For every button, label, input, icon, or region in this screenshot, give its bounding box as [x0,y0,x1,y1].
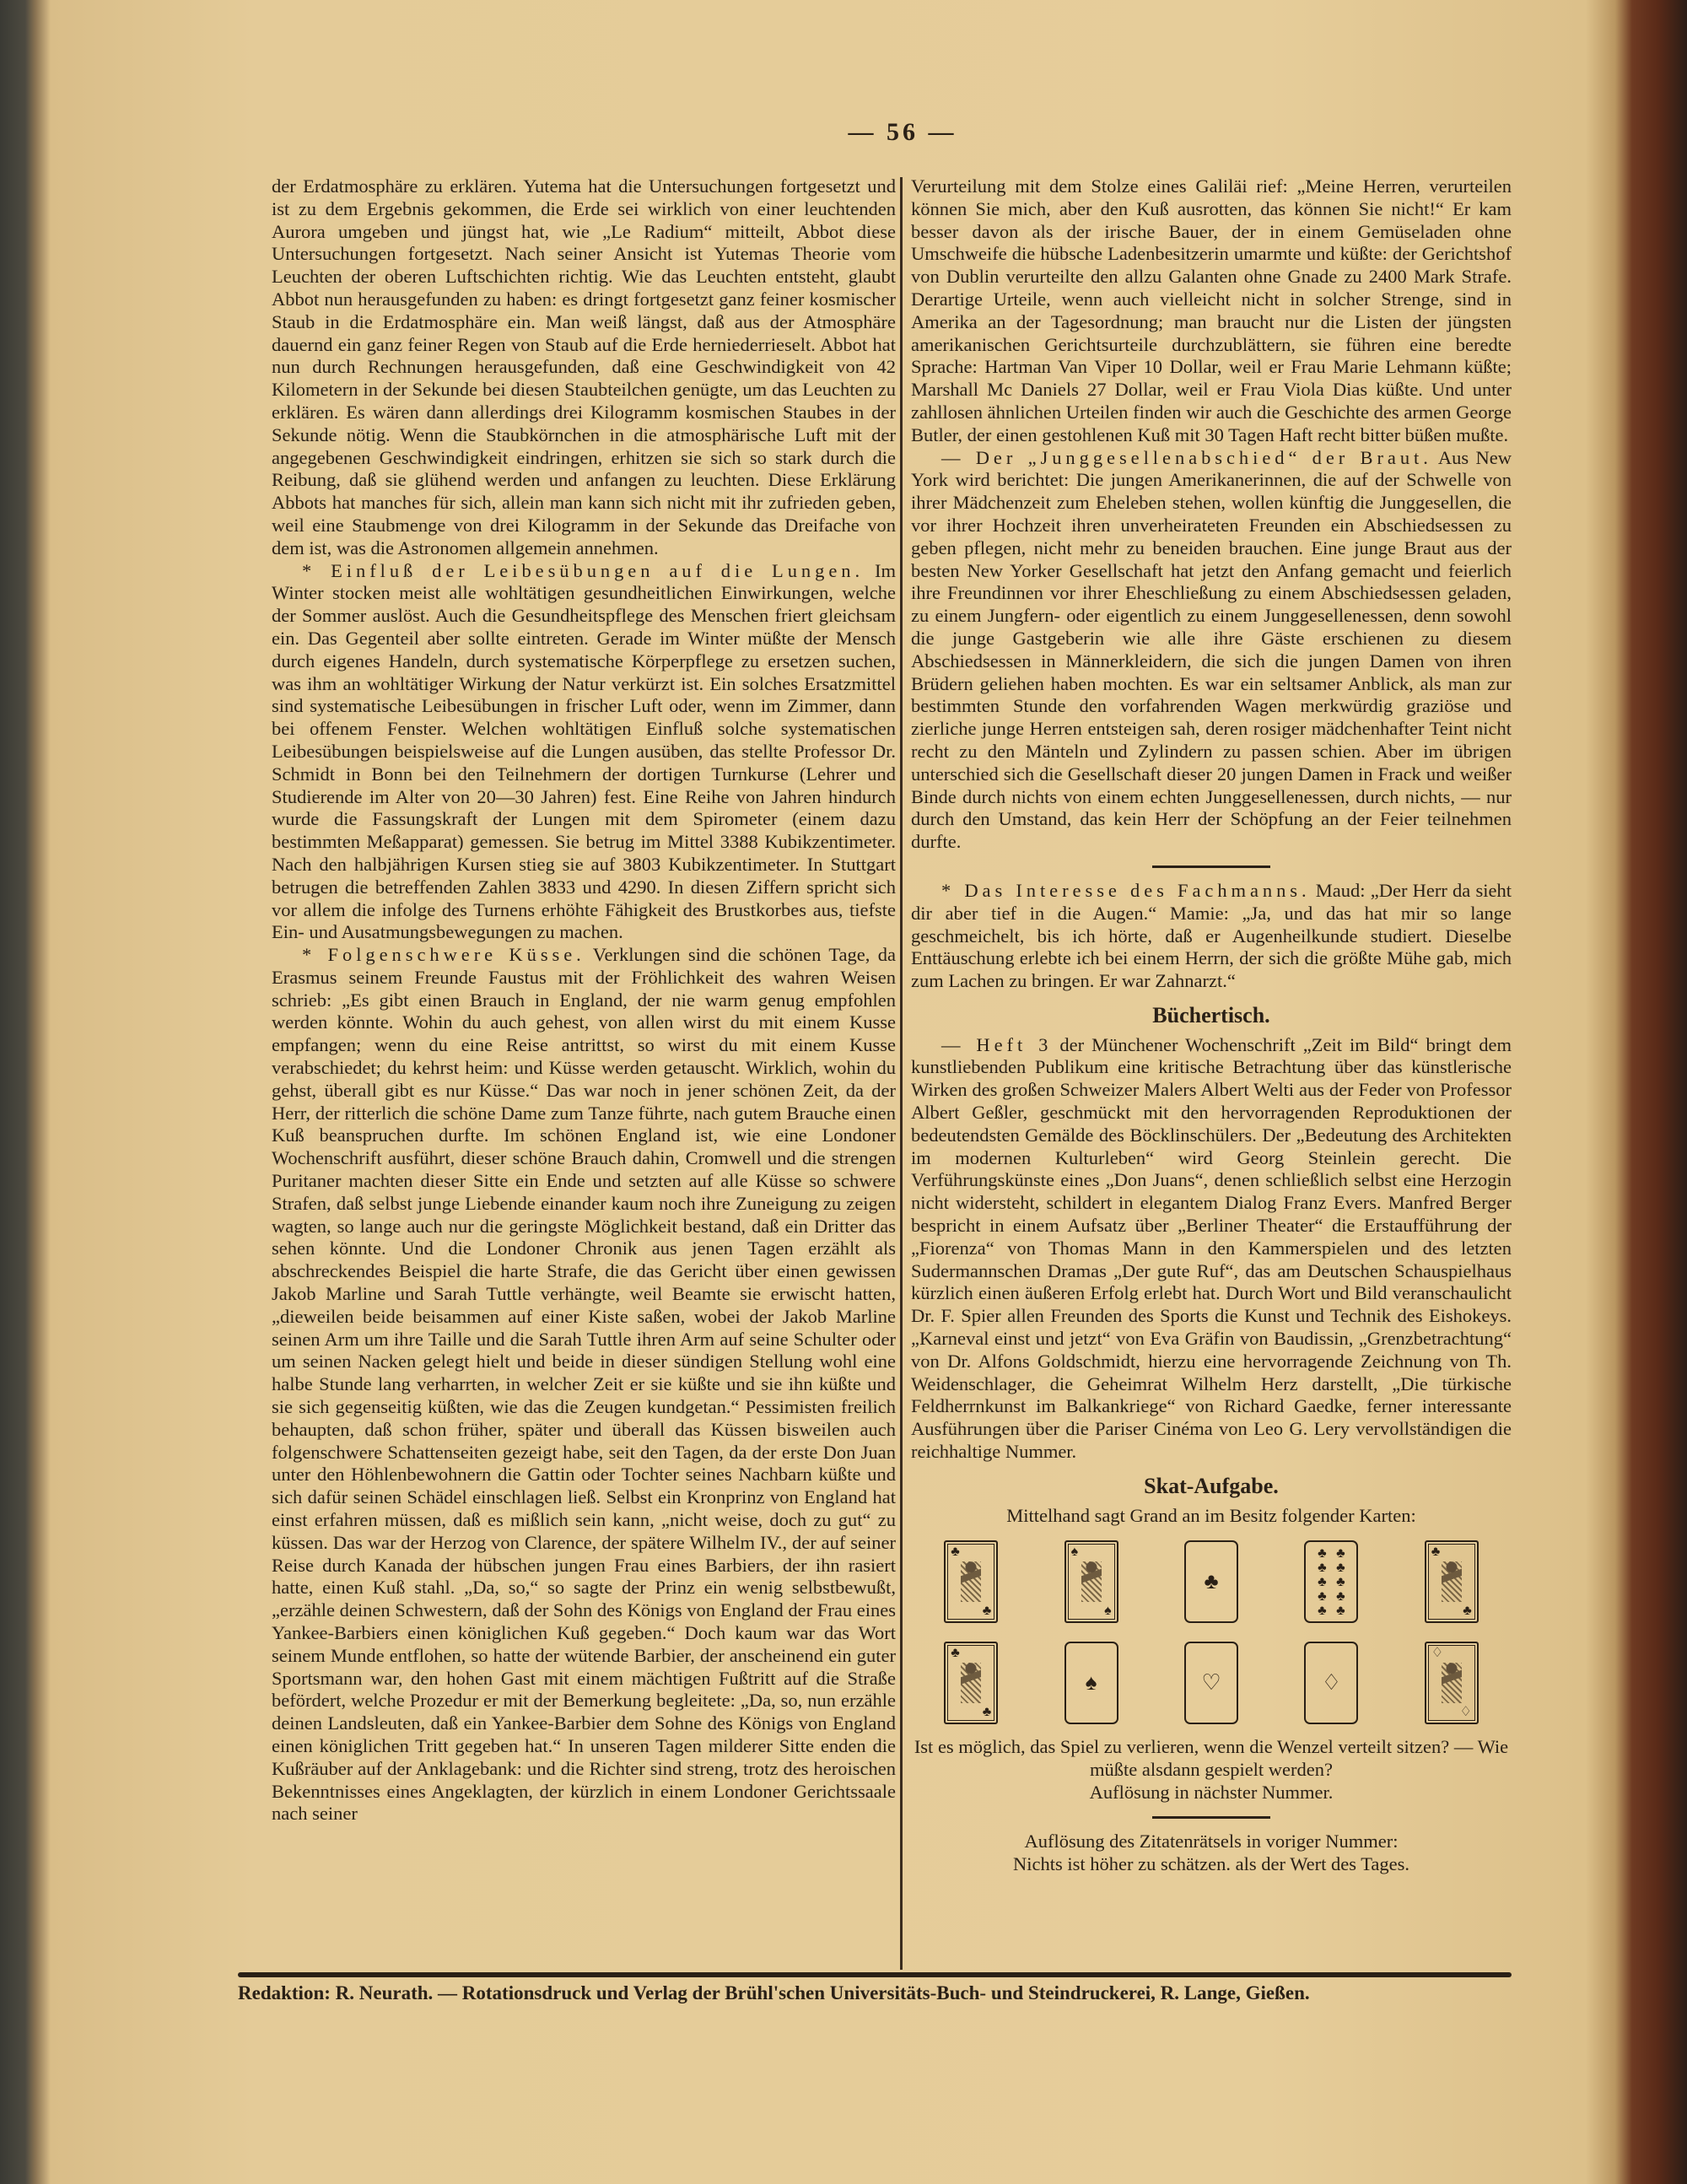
suit-icon: ♠ [1070,1545,1079,1560]
suit-icon: ♣ [1336,1588,1345,1604]
playing-card-ace [1184,1642,1238,1724]
skat-cards [911,1540,1512,1724]
left-column [272,175,896,1825]
right-column [911,175,1512,1875]
suit-icon: ♣ [1318,1545,1327,1561]
article-text: der Münchener Wochenschrift „Zeit im Bild“ bringt dem kunstliebenden Publikum eine kritische Betrachtung über das künstlerische Wirken des großen Schweizer Malers Albert Welti aus der Feder von Professor Albert Geßler, geschmückt mit den hervorragenden Reproduktionen der bedeutendsten Gemälde des Böcklinschülers. Der „Bedeutung des Architekten im modernen Kulturleben“ wird Georg Steinlein gerecht. Die Verführungskünste eines „Don Juans“, denen schließlich selbst eine Herzogin nicht widersteht, schildert in elegantem Dialog Franz Evers. Manfred Berger bespricht in einem Aufsatz über „Berliner Theater“ die Erstaufführung der „Fiorenza“ von Thomas Mann in den Kammerspielen und des letzten Sudermannschen Dramas „Der gute Ruf“, das am Deutschen Schauspielhaus kürzlich einen äußeren Erfolg erlebt hat. Durch Wort und Bild veranschaulicht Dr. F. Spier allen Freunden des Sports die Kunst und Technik des Eishokeys. „Karneval einst und jetzt“ von Eva Gräfin von Baudissin, „Grenzbetrachtung“ von Dr. Alfons Goldschmidt, hierzu eine hervorragende Zeichnung von Th. Weidenschlager, die Geheimrat Wilhelm Herz darstellt, „Die türkische Feldherrnkunst im Balkankriege“ von Richard Gaedke, ferner interessante Ausführungen über die Pariser Cinéma von Leo G. Lery vervollständigen die reichhaltige Nummer. [911,1033,1512,1463]
footer-rule [238,1972,1512,1977]
suit-icon: ♣ [1336,1574,1345,1589]
article-aurora-continuation [272,175,896,560]
article-heading: * Folgenschwere Küsse. [302,944,585,966]
face-figure-icon [961,1561,981,1602]
suit-icon: ♣ [1318,1560,1327,1575]
skat-question: Ist es möglich, das Spiel zu verlieren, wenn die Wenzel verteilt sitzen? — Wie müßte alsdann gespielt werden? [914,1736,1509,1781]
suit-icon: ♣ [951,1545,960,1560]
zitatenraetsel-answer: Nichts ist höher zu schätzen. als der Wert des Tages. [1012,1852,1410,1874]
playing-card-ace [1064,1642,1118,1724]
article-leibesuebungen [272,560,896,945]
article-text: Aus New York wird berichtet: Die jungen Amerikanerinnen, die auf der Schwelle von ihrer Mädchenzeit zum Eheleben stehen, wollen künftig die Junggesellen, die vor ihrer Hochzeit ihren unverheirateten Freunden ein Abschiedsessen zu geben pflegen, nicht mehr zu beneiden brauchen. Eine junge Braut aus der besten New Yorker Gesellschaft hat jetzt den Anfang gemacht und feierlich ihre Freundinnen vor ihrer Eheschließung zu einem Abschiedsessen geladen, zu einem Jungfern- oder eigentlich zu einem Junggesellenessen, denn sowohl die junge Gastgeberin wie alle ihre Gäste erschienen zu diesem Abschiedsessen in Männerkleidern, die sich die jungen Damen von ihren Brüdern geliehen haben mochten. Es war ein seltsamer Anblick, als man zur bestimmten Stunde den vorfahrenden Wagen merkwürdig graziöse und zierliche junge Herren entsteigen sah, deren rosiger mädchenhafter Teint nicht recht zu den Mänteln und Zylindern zu passen schien. Aber im übrigen unterschied sich die Gesellschaft dieser 20 jungen Damen in Frack und weißer Binde durch nichts von einem echten Junggesellenessen, durch nichts, — nur durch den Umstand, das kein Herr der Schöpfung an der Feier teilnehmen durfte. [911,446,1512,853]
suit-icon: ♣ [1336,1560,1345,1575]
article-kuesse-continuation [911,175,1512,447]
playing-card-face [944,1642,998,1724]
playing-card-ace [1184,1540,1238,1623]
article-kuesse [272,944,896,1825]
suit-icon: ♢ [1431,1646,1444,1661]
suit-icon: ♣ [1204,1569,1219,1594]
suit-icon: ♣ [1431,1545,1441,1560]
suit-icon: ♣ [1318,1574,1327,1589]
article-heading: — Der „Junggesellenabschied“ der Braut. [941,446,1432,468]
article-text: Im Winter stocken meist alle wohltätigen gesundheitlichen Einwirkungen, welche der Sommer auslöst. Auch die Gesundheitspflege des Menschen friert gleichsam ein. Das Gegenteil aber sollte eintreten. Gerade im Winter müßte der Mensch durch eigenes Handeln, durch systematische Körperpflege zu ersetzen suchen, was ihm an wohltätiger Wirkung der Natur verkürzt ist. Ein solches Ersatzmittel sind systematische Leibesübungen in frischer Luft oder, wenn im Zimmer, dann bei offenem Fenster. Welchen wohltätigen Einfluß solche systematischen Leibesübungen beispielsweise auf die Lungen ausüben, das stellte Professor Dr. Schmidt in Bonn bei den Teilnehmern der dortigen Turnkurse (Lehrer und Studierende im Alter von 20—30 Jahren) fest. Eine Reihe von Jahren hindurch wurde die Fassungskraft der Lungen mit dem Spirometer (einem dazu bestimmten Meßapparat) gemessen. Sie betrug im Mittel 3388 Kubikzentimeter. Nach den halbjährigen Kursen stieg sie auf 3803 Kubikzentimeter. In Stuttgart betrugen die betreffenden Zahlen 3833 und 4290. In diesen Ziffern spricht sich vor allem die infolge des Turnens erhöhte Fähigkeit des Brustkorbes aus, tiefste Ein- und Ausatmungsbewegungen zu machen. [272,559,896,943]
suit-icon: ♢ [1321,1670,1342,1696]
article-heading: * Das Interesse des Fachmanns. [941,879,1311,901]
suit-icon: ♣ [982,1604,992,1619]
skat-heading: Skat-Aufgabe. [1144,1473,1279,1498]
section-rule [1152,1816,1270,1819]
suit-icon: ♢ [1459,1705,1472,1720]
face-figure-icon [1442,1561,1462,1602]
suit-icon: ♣ [1336,1545,1345,1561]
face-figure-icon [961,1663,981,1703]
article-heading: — Heft 3 [941,1033,1053,1055]
playing-card-face [1425,1540,1479,1623]
zitatenraetsel-title: Auflösung des Zitatenrätsels in voriger Nummer: [1024,1830,1399,1852]
playing-card-ace [1304,1642,1358,1724]
article-text: Verklungen sind die schönen Tage, da Erasmus seinem Freunde Faustus mit der Fröhlichkeit des wahren Weisen schrieb: „Es gibt einen Brauch in England, der nie warm genug empfohlen werden könnte. Wohin du auch gehest, von allen wirst du mit einem Kusse empfangen; wenn du eine Reise antrittst, so wirst du mit einem Kusse verabschiedet; du kehrst heim: und Küsse werden getauscht. Wirklich, wohin du gehst, überall gibt es nur Küsse.“ Das war noch in jener schönen Zeit, da der Herr, der ritterlich die schöne Dame zum Tanze führte, nach gutem Brauche einen Kuß beanspruchen durfte. Im schönen England ist, wie eine Londoner Wochenschrift ausführt, dieser schöne Brauch dahin, Cromwell und die strengen Puritaner machten dieser Sitte ein Ende und setzten auf alle Küsse so schwere Strafen, daß selbst junge Liebende einander kaum noch ihre Zuneigung zu zeigen wagten, so lange auch nur die geringste Möglichkeit bestand, daß ein Dritter das sehen könnte. Und die Londoner Chronik aus jenen Tagen erzählt als abschreckendes Beispiel die harte Strafe, die das Gericht über einen gewissen Jakob Marline und Sarah Tuttle verhängte, weil Beamte sie erwischt hatten, „dieweilen beide beisammen auf einer Kiste saßen, wobei der Jakob Marline seinen Arm um ihre Taille und die Sarah Tuttle ihren Arm auf seine Schulter oder um seinen Nacken gelegt hielt und beide in dieser sündigen Stellung wohl eine halbe Stunde lang verharrten, in welcher Zeit er sie küßte und sie ihn küßte und sie sich gegenseitig küßten, wie das die Zeugen kundgetan.“ Pessimisten freilich behaupten, daß schon früher, später und überall das Küssen bisweilen auch folgenschwere Schattenseiten gezeigt habe, seit den Tagen, da der erste Don Juan unter den Höhlenbewohnern die Gattin oder Tochter seines Nachbarn küßte und sich dafür seinen Schädel einschlagen ließ. Selbst ein Kronprinz von England hat einst erfahren müssen, daß es mißlich sein kann, „nicht weise, doch zu gut“ zu küssen. Das war der Herzog von Clarence, der spätere Wilhelm IV., der auf seiner Reise durch Kanada der hübschen jungen Frau eines Barbiers, der ihn rasiert hatte, einen Kuß stahl. „Da, so,“ so sagte der Prinz ein wenig selbstbewußt, „erzähle deinen Schwestern, daß der Sohn des Königs von England der Frau eines Yankee-Barbiers einen königlichen Kuß gegeben.“ Doch kaum war das Wort seinem Munde entflohen, so hatte der wütende Barbier, der anscheinend ein guter Sportsmann war, den hohen Gast mit einem mächtigen Fußtritt auf die Straße befördert, welche Prozedur er mit der Bemerkung begleitete: „Da, so, nun erzähle deinen Landsleuten, daß ein Yankee-Barbier dem Sohne des Königs von England einen königlichen Tritt gegeben hat.“ In unseren Tagen milderer Sitte enden die Kußräuber auf der Anklagebank: und die Richter sind streng, trotz des heroischen Bekenntnisses eines Angeklagten, der kürzlich in einem Londoner Gerichtssaale nach seiner [272,944,896,1825]
suit-icon: ♣ [951,1646,960,1661]
column-divider [900,177,903,1970]
playing-card-face [1064,1540,1118,1623]
page-number: — 56 — [848,118,957,146]
suit-icon: ♠ [1104,1604,1112,1619]
article-text: Verurteilung mit dem Stolze eines Galiläi rief: „Meine Herren, verurteilen können Sie mich, aber den Kuß ausrotten, das können Sie nicht!“ Er kam besser davon als der irische Bauer, der in einem Gemüseladen ohne Umschweife die hübsche Ladenbesitzerin umarmte und küßte: der Gerichtshof von Dublin verurteilte den allzu Galanten ohne Gnade zu 2400 Mark Strafe. Derartige Urteile, wenn auch vielleicht nicht in solcher Strenge, sind in Amerika an der Tagesordnung; man braucht nur die Listen der jüngsten amerikanischen Gerichtsurteile durchzublättern, sie führen eine beredte Sprache: Hartman Van Viper 10 Dollar, weil er Frau Marie Lehmann küßte; Marshall Mc Daniels 27 Dollar, weil er Frau Viola Dias küßte. Und unter zahllosen ähnlichen Urteilen finden wir auch die Geschichte des armen George Butler, der einen gestohlenen Kuß mit 30 Tagen Haft recht bitter büßen mußte. [911,175,1512,445]
skat-intro: Mittelhand sagt Grand an im Besitz folgender Karten: [1006,1504,1416,1526]
buechertisch-heading: Büchertisch. [1152,1002,1270,1027]
article-heading: * Einfluß der Leibesübungen auf die Lungen. [302,559,865,581]
article-text: Maud: „Der Herr da sieht dir aber tief in die Augen.“ Mamie: „Ja, und das hat mir so lange geschmeichelt, bis ich hörte, daß er Augenheilkunde studiert. Dieselbe Enttäuschung erlebte ich bei einem Herrn, der sich die größte Mühe gab, mich zum Lachen zu bringen. Er war Zahnarzt.“ [911,879,1512,992]
playing-card-face [1425,1642,1479,1724]
playing-card-ten [1304,1540,1358,1623]
suit-icon: ♣ [1336,1603,1345,1618]
article-text: der Erdatmosphäre zu erklären. Yutema hat die Untersuchungen fortgesetzt und ist zu dem Ergebnis gekommen, die Erde sei wirklich von einer leuchtenden Aurora umgeben und jüngst hat, wie „Le Radium“ mitteilt, Abbot diese Untersuchungen fortgesetzt. Nach seiner Ansicht ist Yutemas Theorie vom Leuchten der oberen Luftschichten richtig. Wie das Leuchten entsteht, glaubt Abbot nun herausgefunden zu haben: es dringt fortgesetzt ganz feiner kosmischer Staub in die Erdatmosphäre ein. Man weiß längst, daß aus der Atmosphäre dauernd ein ganz feiner Regen von Staub auf die Erde herniederrieselt. Abbot hat nun durch Rechnungen herausgefunden, daß eine Geschwindigkeit von 42 Kilometern in der Sekunde bei diesen Staubteilchen genügte, um das Leuchten zu erklären. Es wären dann allerdings drei Kilogramm kosmischen Staubes in der Sekunde nötig. Wenn die Staubkörnchen in die atmosphärische Luft mit der angegebenen Geschwindigkeit eindringen, erhitzen sie sich so stark durch die Reibung, daß sie glühend werden und anfangen zu leuchten. Diese Erklärung Abbots hat manches für sich, allein man kann sich nicht mit ihr zufrieden geben, weil eine Staubmenge von drei Kilogramm in der Sekunde das Dreifache von dem ist, was die Astronomen allgemein annehmen. [272,175,896,558]
suit-icon: ♡ [1201,1670,1221,1696]
suit-icon: ♣ [982,1705,992,1720]
article-fachmann [911,880,1512,993]
article-buechertisch [911,1034,1512,1464]
skat-solution-note: Auflösung in nächster Nummer. [1089,1782,1334,1804]
suit-icon: ♣ [1318,1588,1327,1604]
ten-pips [1312,1546,1350,1618]
face-figure-icon [1081,1561,1102,1602]
face-figure-icon [1442,1663,1462,1703]
suit-icon: ♣ [1318,1603,1327,1618]
playing-card-face [944,1540,998,1623]
suit-icon: ♣ [1463,1604,1472,1619]
suit-icon: ♠ [1085,1670,1097,1696]
section-rule [1152,866,1270,868]
imprint-footer: Redaktion: R. Neurath. — Rotationsdruck und Verlag der Brühl'schen Universitäts-Buch- und Steindruckerei, R. Lange, Gießen. [238,1982,1310,2003]
article-junggesellenabschied [911,447,1512,854]
